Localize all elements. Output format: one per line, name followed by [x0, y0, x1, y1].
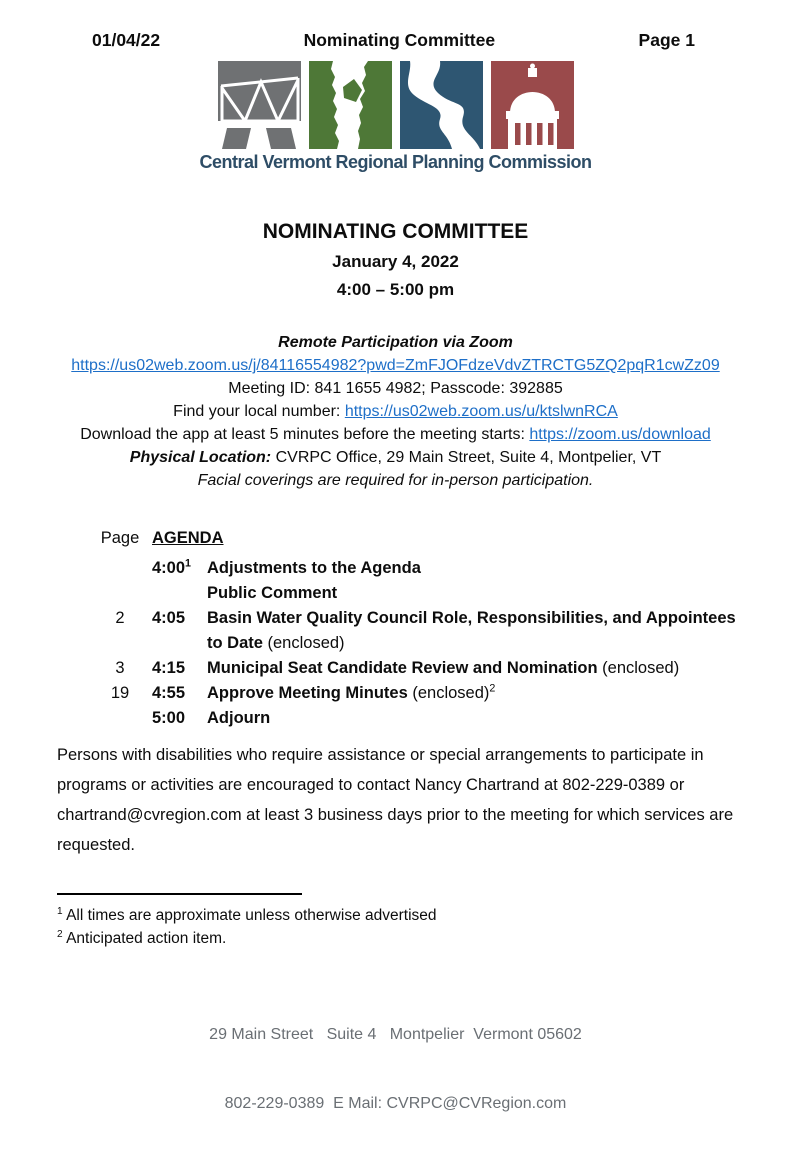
- agenda-section: [100, 526, 791, 731]
- meeting-title: NOMINATING COMMITTEE: [262, 220, 529, 243]
- remote-participation-heading: Remote Participation via Zoom: [278, 334, 513, 351]
- footer-address: 29 Main Street Suite 4 Montpelier Vermont 05602: [209, 1026, 582, 1043]
- facial-coverings-note: Facial coverings are required for in-person participation.: [197, 472, 594, 489]
- footnote-separator: [57, 893, 302, 895]
- agenda-item-public-comment: Public Comment: [207, 584, 338, 602]
- agenda-item-adjourn: 5:00 Adjourn: [152, 709, 271, 727]
- header-page-number: Page 1: [638, 30, 695, 50]
- page-header: [0, 0, 791, 51]
- footnotes-section: [57, 893, 791, 950]
- river-icon: [400, 61, 483, 149]
- agenda-item-approve-minutes: 19 4:55 Approve Meeting Minutes (enclosed)$^2$: [110, 682, 496, 702]
- meeting-date: January 4, 2022: [332, 252, 459, 271]
- meeting-title-block: [0, 220, 791, 300]
- download-app-line: [0, 423, 791, 446]
- agenda-item-municipal-seat: 3 4:15 Municipal Seat Candidate Review and Nomination (enclosed): [115, 659, 680, 677]
- local-number-line: [0, 400, 791, 423]
- header-date: 01/04/22: [92, 30, 161, 50]
- zoom-join-line: [0, 354, 791, 377]
- cvrpc-logo: [0, 61, 791, 173]
- meeting-time: 4:00 – 5:00 pm: [336, 280, 455, 299]
- meeting-id-line: Meeting ID: 841 1655 4982; Passcode: 392885: [228, 380, 563, 397]
- logo-caption: Central Vermont Regional Planning Commission: [199, 152, 592, 172]
- physical-location-value: CVRPC Office, 29 Main Street, Suite 4, Montpelier, VT: [271, 449, 662, 466]
- cvrpc-logo-tiles: [218, 61, 574, 149]
- local-number-link[interactable]: https://us02web.zoom.us/u/ktslwnRCA: [344, 403, 618, 420]
- agenda-item-basin-water-quality: 2 4:05 Basin Water Quality Council Role, Responsibilities, and Appointees to Date (enclosed): [115, 609, 736, 652]
- page-footer: [0, 977, 791, 1161]
- agenda-item-adjustments: $4:00^1$ Adjustments to the Agenda: [152, 557, 421, 577]
- header-committee-title: Nominating Committee: [303, 30, 496, 50]
- footnote-2: $^2$ Anticipated action item.: [57, 928, 227, 947]
- footnote-1: $^1$ All times are approximate unless otherwise advertised: [57, 905, 437, 924]
- bridge-icon: [218, 61, 301, 149]
- meeting-info-section: [0, 331, 791, 492]
- zoom-download-link[interactable]: https://zoom.us/download: [529, 426, 711, 443]
- download-app-label: Download the app at least 5 minutes before the meeting starts:: [80, 426, 530, 443]
- local-number-label: Find your local number:: [173, 403, 345, 420]
- accessibility-note: Persons with disabilities who require assistance or special arrangements to participate in programs or activities are encouraged to contact Nancy Chartrand at 802-229-0389 or chartrand@cvregion.com at least 3 business days prior to the meeting for which services are requested.: [57, 746, 734, 854]
- agenda-page-column-header: Page: [100, 529, 140, 547]
- vermont-map-icon: [309, 61, 392, 149]
- capitol-dome-icon: [491, 61, 574, 149]
- zoom-join-link[interactable]: https://us02web.zoom.us/j/84116554982?pwd=ZmFJOFdzeVdvZTRCTG5ZQ2pqR1cwZz09: [71, 357, 720, 374]
- footer-contact: 802-229-0389 E Mail: CVRPC@CVRegion.com: [224, 1095, 567, 1112]
- physical-location-line: [0, 446, 791, 469]
- agenda-header-row: [100, 526, 791, 551]
- agenda-heading: AGENDA: [152, 529, 224, 547]
- physical-location-label: Physical Location:: [129, 449, 272, 466]
